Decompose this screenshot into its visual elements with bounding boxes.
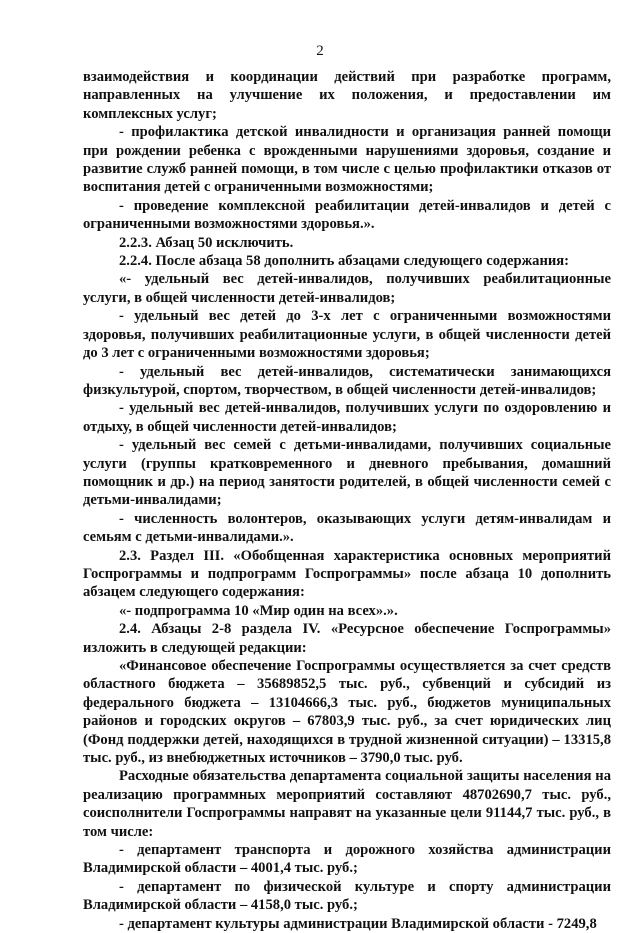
paragraph: - профилактика детской инвалидности и организация ранней помощи при рождении ребенка с врожденными нарушениями здоровья, создание и развитие служб ранней помощи, в том числе с целью профилактики отказов от воспитания детей с ограниченными возможностями; bbox=[83, 124, 611, 196]
paragraph: - удельный вес детей-инвалидов, систематически занимающихся физкультурой, спортом, творчеством, в общей численности детей-инвалидов; bbox=[83, 363, 611, 398]
paragraph: 2.2.3. Абзац 50 исключить. bbox=[119, 234, 294, 251]
document-body bbox=[83, 68, 611, 933]
paragraph: 2.3. Раздел III. «Обобщенная характеристика основных мероприятий Госпрограммы и подпрограмм Госпрограммы» после абзаца 10 дополнить абзацем следующего содержания: bbox=[83, 547, 611, 601]
paragraph: - проведение комплексной реабилитации детей-инвалидов и детей с ограниченными возможностями здоровья.». bbox=[83, 197, 611, 233]
paragraph: 2.4. Абзацы 2-8 раздела IV. «Ресурсное обеспечение Госпрограммы» изложить в следующей редакции: bbox=[83, 621, 611, 656]
paragraph: взаимодействия и координации действий при разработке программ, направленных на улучшение их положения, и предоставлении им комплексных услуг; bbox=[83, 69, 611, 122]
paragraph: - удельный вес детей-инвалидов, получивших услуги по оздоровлению и отдыху, в общей численности детей-инвалидов; bbox=[83, 400, 611, 435]
paragraph: - удельный вес детей до 3-х лет с ограниченными возможностями здоровья, получивших реабилитационные услуги, в общей численности детей до 3 лет с ограниченными возможностями здоровья; bbox=[83, 308, 611, 362]
paragraph: - департамент транспорта и дорожного хозяйства администрации Владимирской области – 4001,4 тыс. руб.; bbox=[83, 842, 611, 877]
page-number: 2 bbox=[316, 43, 324, 59]
paragraph: «Финансовое обеспечение Госпрограммы осуществляется за счет средств областного бюджета – 35689852,5 тыс. руб., субвенций и субсидий из федерального бюджета – 13104666,3 тыс. руб., бюджетов муниципальных районов и городских округов – 67803,9 тыс. руб., за счет юридических лиц (Фонд поддержки детей, находящихся в трудной жизненной ситуации) – 13315,8 тыс. руб., из внебюджетных источников – 3790,0 тыс. руб. bbox=[83, 658, 611, 767]
paragraph: «- подпрограмма 10 «Мир один на всех».». bbox=[119, 602, 398, 619]
paragraph: 2.2.4. После абзаца 58 дополнить абзацами следующего содержания: bbox=[119, 253, 570, 270]
paragraph: - департамент культуры администрации Владимирской области - 7249,8 bbox=[119, 915, 597, 932]
paragraph: - департамент по физической культуре и спорту администрации Владимирской области – 4158,0 тыс. руб.; bbox=[83, 878, 611, 914]
paragraph: - удельный вес семей с детьми-инвалидами, получивших социальные услуги (группы кратковременного и дневного пребывания, домашний помощник и др.) на период занятости родителей, в общей численности семей с детьми-инвалидами; bbox=[83, 437, 611, 509]
paragraph: - численность волонтеров, оказывающих услуги детям-инвалидам и семьям с детьми-инвалидами.». bbox=[83, 510, 611, 546]
paragraph: Расходные обязательства департамента социальной защиты населения на реализацию программных мероприятий составляют 48702690,7 тыс. руб., соисполнители Госпрограммы направят на указанные цели 91144,7 тыс. руб., в том числе: bbox=[83, 768, 611, 840]
paragraph: «- удельный вес детей-инвалидов, получивших реабилитационные услуги, в общей численности детей-инвалидов; bbox=[83, 271, 611, 306]
